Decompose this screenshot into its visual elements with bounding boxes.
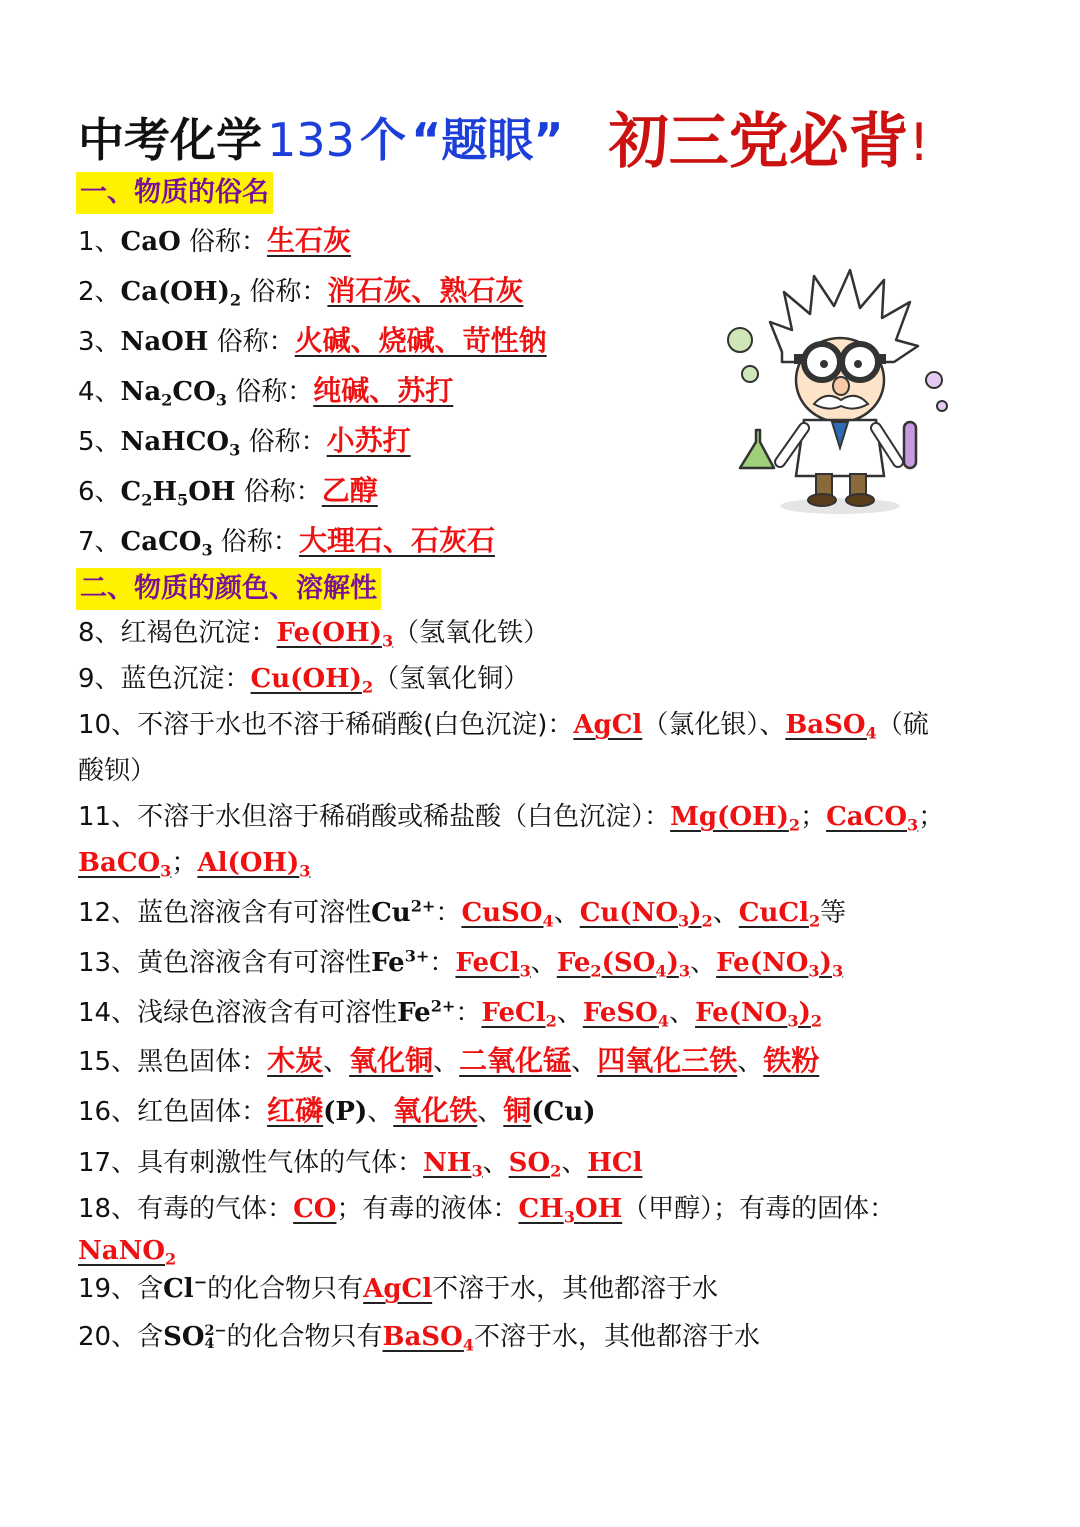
section-heading-names: 一、物质的俗名 (76, 172, 273, 214)
list-item: 19、含Cl−的化合物只有AgCl不溶于水，其他都溶于水 (78, 1272, 719, 1304)
list-item: 17、具有刺激性气体的气体：$NH_3$、$SO_2$、HCl (78, 1148, 643, 1181)
list-item: 8、红褐色沉淀：$Fe(OH)_3$（氢氧化铁） (78, 618, 550, 651)
list-item: 3、NaOH 俗称：火碱、烧碱、苛性钠 (78, 324, 547, 357)
list-item: 13、黄色溶液含有可溶性$Fe^{3+}$：FeCl$_3$、$Fe_2(SO_4)_3$、$Fe(NO_3)_3$ (78, 946, 844, 981)
page-title: 中考化学 133 个 “题眼” 初三党必背! (78, 107, 930, 177)
list-item: 18、有毒的气体：CO；有毒的液体：$CH_3OH$（甲醇）；有毒的固体： (78, 1194, 896, 1227)
list-item: 10、不溶于水也不溶于稀硝酸(白色沉淀)：AgCl（氯化银）、BaSO$_4$（硫 (78, 710, 929, 743)
scientist-illustration (722, 262, 954, 522)
list-item: 14、浅绿色溶液含有可溶性$Fe^{2+}$：FeCl$_2$、FeSO$_4$、$Fe(NO_3)_2$ (78, 996, 823, 1031)
list-item: 20、含SO 2− 4 的化合物只有BaSO$_4$不溶于水，其他都溶于水 (78, 1322, 760, 1355)
list-item: 12、蓝色溶液含有可溶性$Cu^{2+}$：CuSO$_4$、$Cu(NO_3)_2$、CuCl$_2$等 (78, 896, 847, 931)
list-item: 15、黑色固体：木炭、氧化铜、二氧化锰、四氧化三铁、铁粉 (78, 1044, 820, 1077)
list-item: 6、$C_2H_5OH$ 俗称：乙醇 (78, 474, 378, 510)
list-item: 1、CaO 俗称：生石灰 (78, 224, 352, 257)
list-item: 4、$Na_2CO_3$ 俗称：纯碱、苏打 (78, 374, 454, 410)
list-item: 9、蓝色沉淀：$Cu(OH)_2$（氢氧化铜） (78, 664, 530, 697)
list-item: 16、红色固体：红磷(P)、氧化铁、铜(Cu) (78, 1094, 596, 1127)
list-item-continued: NaNO$_2$ (78, 1236, 177, 1269)
list-item: 7、CaCO$_3$ 俗称：大理石、石灰石 (78, 524, 495, 560)
list-item-continued: BaCO$_3$；$Al(OH)_3$ (78, 848, 311, 881)
list-item-continued: 酸钡） (78, 756, 157, 786)
list-item: 11、不溶于水但溶于稀硝酸或稀盐酸（白色沉淀）：$Mg(OH)_2$；CaCO$_3$； (78, 802, 945, 835)
section-heading-colors: 二、物质的颜色、溶解性 (76, 568, 381, 610)
list-item: 5、NaHCO$_3$ 俗称：小苏打 (78, 424, 411, 460)
list-item: 2、$Ca(OH)_2$ 俗称：消石灰、熟石灰 (78, 274, 524, 310)
